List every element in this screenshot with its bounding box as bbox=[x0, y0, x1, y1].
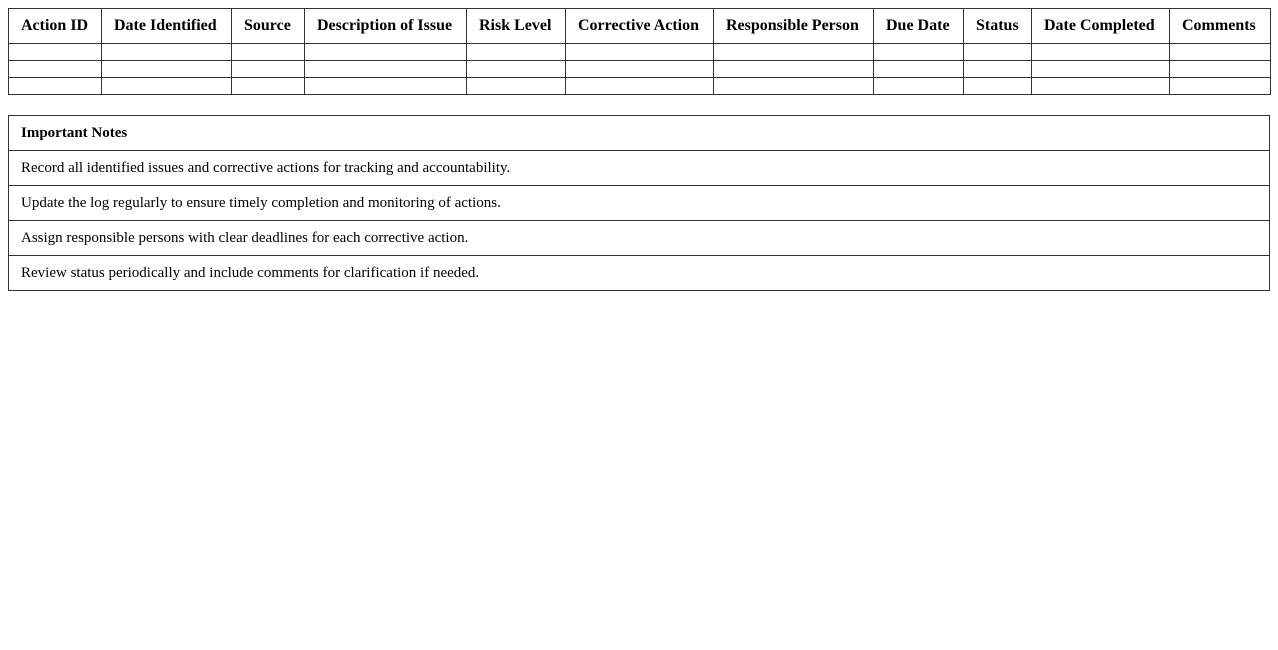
table-cell[interactable] bbox=[566, 61, 714, 78]
table-cell[interactable] bbox=[1032, 61, 1170, 78]
column-header-risk-level: Risk Level bbox=[467, 9, 566, 44]
table-cell[interactable] bbox=[9, 78, 102, 95]
column-header-date-completed: Date Completed bbox=[1032, 9, 1170, 44]
table-cell[interactable] bbox=[714, 44, 874, 61]
table-cell[interactable] bbox=[874, 61, 964, 78]
table-cell[interactable] bbox=[566, 44, 714, 61]
table-cell[interactable] bbox=[874, 44, 964, 61]
note-item: Record all identified issues and corrective actions for tracking and accountability. bbox=[9, 151, 1270, 186]
important-notes-table bbox=[8, 115, 1270, 291]
column-header-comments: Comments bbox=[1170, 9, 1271, 44]
table-cell[interactable] bbox=[714, 78, 874, 95]
table-cell[interactable] bbox=[467, 61, 566, 78]
note-row bbox=[9, 221, 1270, 256]
table-cell[interactable] bbox=[874, 78, 964, 95]
table-cell[interactable] bbox=[102, 61, 232, 78]
table-cell[interactable] bbox=[9, 61, 102, 78]
column-header-description: Description of Issue bbox=[305, 9, 467, 44]
column-header-action-id: Action ID bbox=[9, 9, 102, 44]
note-row bbox=[9, 256, 1270, 291]
table-cell[interactable] bbox=[305, 44, 467, 61]
table-cell[interactable] bbox=[9, 44, 102, 61]
note-row bbox=[9, 151, 1270, 186]
table-cell[interactable] bbox=[964, 44, 1032, 61]
table-cell[interactable] bbox=[566, 78, 714, 95]
note-row bbox=[9, 186, 1270, 221]
column-header-source: Source bbox=[232, 9, 305, 44]
table-cell[interactable] bbox=[467, 44, 566, 61]
table-cell[interactable] bbox=[1170, 78, 1271, 95]
note-item: Assign responsible persons with clear deadlines for each corrective action. bbox=[9, 221, 1270, 256]
table-cell[interactable] bbox=[1032, 44, 1170, 61]
header-row bbox=[9, 9, 1271, 44]
note-item: Review status periodically and include comments for clarification if needed. bbox=[9, 256, 1270, 291]
column-header-responsible-person: Responsible Person bbox=[714, 9, 874, 44]
table-cell[interactable] bbox=[964, 78, 1032, 95]
notes-header-row bbox=[9, 116, 1270, 151]
table-cell[interactable] bbox=[232, 78, 305, 95]
column-header-corrective-action: Corrective Action bbox=[566, 9, 714, 44]
table-cell[interactable] bbox=[305, 78, 467, 95]
table-cell[interactable] bbox=[305, 61, 467, 78]
corrective-action-log-table bbox=[8, 8, 1271, 95]
notes-title: Important Notes bbox=[9, 116, 1270, 151]
table-cell[interactable] bbox=[1170, 44, 1271, 61]
table-cell[interactable] bbox=[232, 44, 305, 61]
table-row bbox=[9, 78, 1271, 95]
column-header-status: Status bbox=[964, 9, 1032, 44]
note-item: Update the log regularly to ensure timely completion and monitoring of actions. bbox=[9, 186, 1270, 221]
table-cell[interactable] bbox=[964, 61, 1032, 78]
column-header-due-date: Due Date bbox=[874, 9, 964, 44]
table-cell[interactable] bbox=[714, 61, 874, 78]
table-cell[interactable] bbox=[102, 78, 232, 95]
table-cell[interactable] bbox=[102, 44, 232, 61]
column-header-date-identified: Date Identified bbox=[102, 9, 232, 44]
table-row bbox=[9, 61, 1271, 78]
table-cell[interactable] bbox=[1170, 61, 1271, 78]
table-cell[interactable] bbox=[1032, 78, 1170, 95]
table-cell[interactable] bbox=[232, 61, 305, 78]
table-cell[interactable] bbox=[467, 78, 566, 95]
table-row bbox=[9, 44, 1271, 61]
